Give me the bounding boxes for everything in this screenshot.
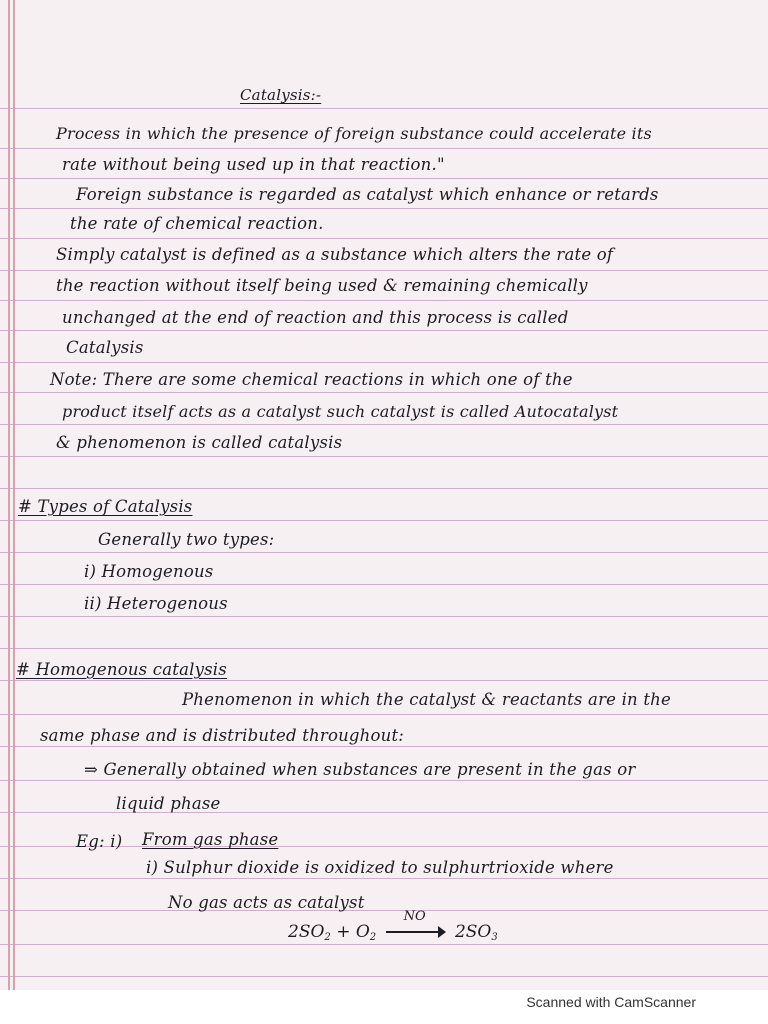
- margin-line: [8, 0, 10, 990]
- catalyst-label: NO: [403, 909, 426, 924]
- ruled-line: [0, 148, 768, 149]
- ruled-line: [0, 584, 768, 585]
- ruled-line: [0, 330, 768, 331]
- ruled-line: [0, 780, 768, 781]
- ruled-line: [0, 520, 768, 521]
- types-intro: Generally two types:: [98, 530, 275, 549]
- text-line: the reaction without itself being used & remaining chemically: [56, 276, 588, 295]
- arrow-head-icon: [438, 926, 446, 938]
- note-line: Note: There are some chemical reactions in which one of the: [50, 370, 573, 389]
- note-line: product itself acts as a catalyst such catalyst is called Autocatalyst: [62, 402, 619, 421]
- product-so3: 2SO: [454, 922, 492, 942]
- note-line: & phenomenon is called catalysis: [56, 433, 343, 452]
- ruled-line: [0, 976, 768, 977]
- example-heading: From gas phase: [142, 830, 279, 849]
- ruled-line: [0, 910, 768, 911]
- text-line: No gas acts as catalyst: [168, 893, 365, 912]
- subscript: 2: [369, 932, 377, 943]
- ruled-line: [0, 878, 768, 879]
- reactant-so2: 2SO: [288, 922, 325, 942]
- arrow-line: [386, 931, 440, 933]
- text-line: the rate of chemical reaction.: [70, 214, 324, 233]
- subscript: 3: [491, 932, 498, 943]
- text-line: liquid phase: [116, 794, 221, 813]
- reactant-o2: O: [355, 922, 370, 942]
- ruled-line: [0, 362, 768, 363]
- type-item: ii) Heterogenous: [84, 594, 228, 613]
- text-line: Catalysis: [66, 338, 144, 357]
- type-item: i) Homogenous: [84, 562, 214, 581]
- ruled-line: [0, 238, 768, 239]
- section-heading-homogenous: # Homogenous catalysis: [16, 660, 227, 679]
- ruled-line: [0, 300, 768, 301]
- ruled-line: [0, 648, 768, 649]
- section-heading-types: # Types of Catalysis: [18, 497, 193, 516]
- text-line: Simply catalyst is defined as a substance which alters the rate of: [56, 245, 614, 264]
- text-line: Foreign substance is regarded as catalyst which enhance or retards: [76, 185, 659, 204]
- example-label: Eg: i): [76, 832, 123, 851]
- text-line: rate without being used up in that reaction.": [62, 155, 445, 174]
- ruled-line: [0, 270, 768, 271]
- ruled-line: [0, 392, 768, 393]
- page-title: Catalysis:-: [240, 86, 322, 104]
- text-line: unchanged at the end of reaction and this process is called: [62, 308, 569, 327]
- text-line: ⇒ Generally obtained when substances are present in the gas or: [84, 760, 636, 779]
- text-line: Process in which the presence of foreign substance could accelerate its: [56, 124, 652, 143]
- ruled-line: [0, 108, 768, 109]
- ruled-line: [0, 552, 768, 553]
- reaction-arrow: [386, 909, 446, 937]
- text-line: Phenomenon in which the catalyst & reactants are in the: [182, 690, 671, 709]
- text-line: i) Sulphur dioxide is oxidized to sulphurtrioxide where: [146, 858, 614, 877]
- ruled-line: [0, 746, 768, 747]
- plus-sign: +: [336, 922, 351, 942]
- ruled-line: [0, 616, 768, 617]
- margin-line: [13, 0, 15, 990]
- chemical-equation: [288, 909, 498, 943]
- ruled-line: [0, 488, 768, 489]
- ruled-line: [0, 714, 768, 715]
- ruled-line: [0, 424, 768, 425]
- ruled-line: [0, 208, 768, 209]
- ruled-line: [0, 944, 768, 945]
- scanner-watermark: Scanned with CamScanner: [526, 994, 696, 1010]
- text-line: same phase and is distributed throughout:: [40, 726, 405, 745]
- ruled-line: [0, 680, 768, 681]
- subscript: 2: [324, 932, 331, 943]
- ruled-line: [0, 456, 768, 457]
- ruled-line: [0, 178, 768, 179]
